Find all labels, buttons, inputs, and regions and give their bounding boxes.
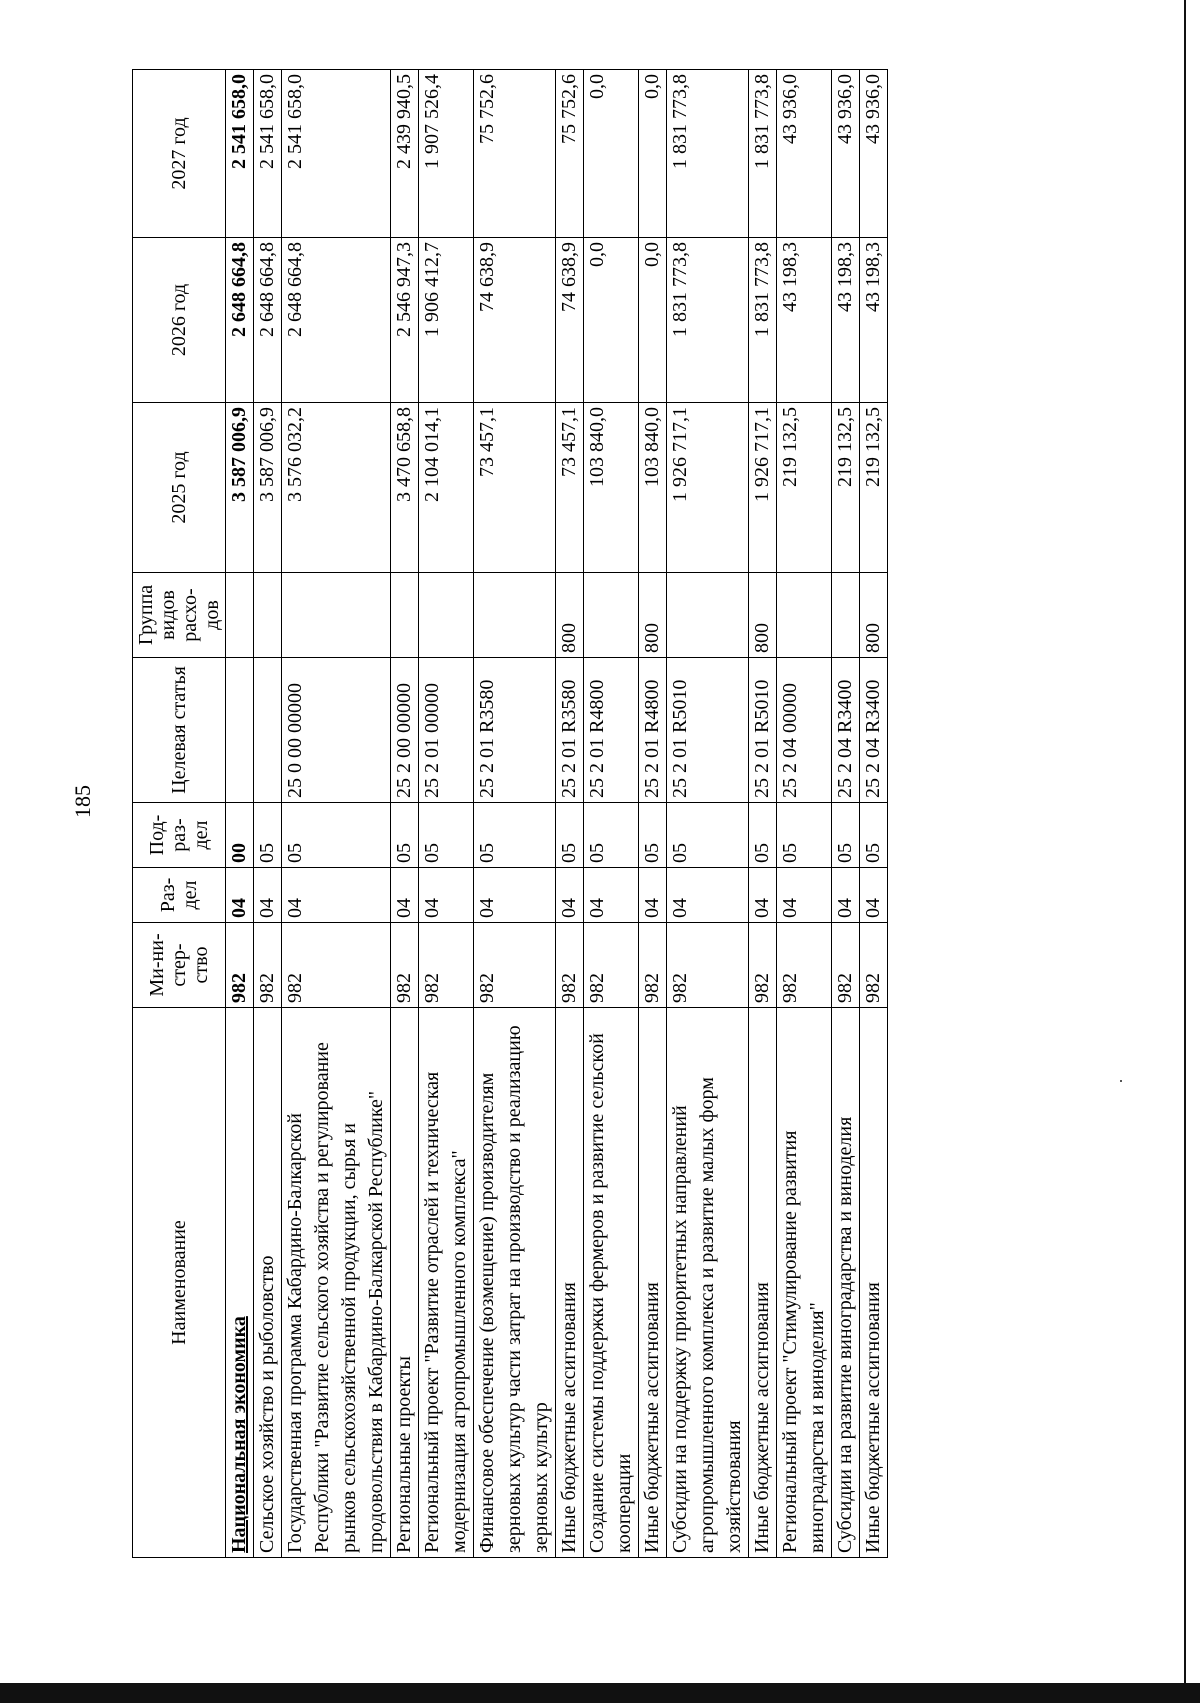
table-row (584, 70, 639, 1558)
row-target: 25 2 01 R5010 (749, 658, 777, 803)
row-name: Иные бюджетные ассигнования (749, 1008, 777, 1558)
table-row (832, 70, 860, 1558)
row-group (584, 573, 639, 658)
row-target: 25 2 01 R4800 (639, 658, 667, 803)
row-section: 04 (391, 868, 419, 923)
row-ministry: 982 (419, 923, 474, 1008)
row-ministry: 982 (860, 923, 888, 1008)
row-2026: 1 906 412,7 (419, 238, 474, 403)
rotated-budget-table-container (132, 70, 888, 1558)
row-group (226, 573, 254, 658)
row-2026: 43 198,3 (832, 238, 860, 403)
row-name: Государственная программа Кабардино-Балкарской Республики "Развитие сельского хозяйства и регулирование рынков сельскохозяйственной продукции, сырья и продовольствия в Кабардино-Балкарской Республике" (282, 1008, 391, 1558)
row-section: 04 (474, 868, 556, 923)
row-name: Национальная экономика (226, 1008, 254, 1558)
table-row (860, 70, 888, 1558)
row-2026: 0,0 (584, 238, 639, 403)
row-ministry: 982 (667, 923, 749, 1008)
row-name: Субсидии на поддержку приоритетных направлений агропромышленного комплекса и развитие малых форм хозяйствования (667, 1008, 749, 1558)
row-ministry: 982 (226, 923, 254, 1008)
row-subsection: 05 (749, 803, 777, 868)
row-2026: 1 831 773,8 (749, 238, 777, 403)
row-subsection: 05 (667, 803, 749, 868)
row-target: 25 2 04 00000 (777, 658, 832, 803)
row-2026: 43 198,3 (777, 238, 832, 403)
row-2025: 1 926 717,1 (667, 403, 749, 573)
row-group (282, 573, 391, 658)
row-subsection: 05 (419, 803, 474, 868)
row-section: 04 (419, 868, 474, 923)
table-row (226, 70, 254, 1558)
row-name: Финансовое обеспечение (возмещение) производителям зерновых культур части затрат на производство и реализацию зерновых культур (474, 1008, 556, 1558)
row-2027: 2 541 658,0 (254, 70, 282, 238)
row-group: 800 (556, 573, 584, 658)
row-2027: 0,0 (584, 70, 639, 238)
row-target: 25 2 01 R3580 (474, 658, 556, 803)
row-group (391, 573, 419, 658)
table-row (556, 70, 584, 1558)
row-2027: 2 541 658,0 (226, 70, 254, 238)
header-section: Раз-дел (133, 868, 226, 923)
row-2025: 3 470 658,8 (391, 403, 419, 573)
row-2025: 3 587 006,9 (254, 403, 282, 573)
row-2025: 1 926 717,1 (749, 403, 777, 573)
table-row (282, 70, 391, 1558)
row-ministry: 982 (749, 923, 777, 1008)
row-2025: 103 840,0 (639, 403, 667, 573)
row-2025: 73 457,1 (474, 403, 556, 573)
row-2027: 1 907 526,4 (419, 70, 474, 238)
row-2026: 74 638,9 (474, 238, 556, 403)
row-2026: 2 546 947,3 (391, 238, 419, 403)
header-ministry: Ми-ни-стер-ство (133, 923, 226, 1008)
row-target (254, 658, 282, 803)
header-subsection: Под-раз-дел (133, 803, 226, 868)
row-ministry: 982 (639, 923, 667, 1008)
row-2027: 0,0 (639, 70, 667, 238)
table-row (777, 70, 832, 1558)
row-name: Иные бюджетные ассигнования (556, 1008, 584, 1558)
table-row (419, 70, 474, 1558)
row-2026: 74 638,9 (556, 238, 584, 403)
row-2025: 219 132,5 (832, 403, 860, 573)
row-ministry: 982 (474, 923, 556, 1008)
table-row (391, 70, 419, 1558)
row-2026: 43 198,3 (860, 238, 888, 403)
row-section: 04 (556, 868, 584, 923)
page-number: 185 (70, 785, 95, 818)
table-row (749, 70, 777, 1558)
row-2026: 0,0 (639, 238, 667, 403)
row-group: 800 (639, 573, 667, 658)
row-2027: 43 936,0 (860, 70, 888, 238)
row-2026: 2 648 664,8 (282, 238, 391, 403)
row-2027: 75 752,6 (556, 70, 584, 238)
scan-edge-line (1184, 0, 1186, 1703)
row-2025: 219 132,5 (860, 403, 888, 573)
row-ministry: 982 (777, 923, 832, 1008)
row-target: 25 2 01 R3580 (556, 658, 584, 803)
row-subsection: 05 (639, 803, 667, 868)
table-header-row (133, 70, 226, 1558)
row-section: 04 (860, 868, 888, 923)
row-subsection: 00 (226, 803, 254, 868)
row-name: Сельское хозяйство и рыболовство (254, 1008, 282, 1558)
row-ministry: 982 (584, 923, 639, 1008)
row-2025: 219 132,5 (777, 403, 832, 573)
row-section: 04 (749, 868, 777, 923)
table-row (254, 70, 282, 1558)
row-subsection: 05 (282, 803, 391, 868)
row-target: 25 2 01 R5010 (667, 658, 749, 803)
row-section: 04 (282, 868, 391, 923)
row-group (777, 573, 832, 658)
row-2027: 2 541 658,0 (282, 70, 391, 238)
row-group: 800 (749, 573, 777, 658)
row-name: Иные бюджетные ассигнования (860, 1008, 888, 1558)
row-name: Иные бюджетные ассигнования (639, 1008, 667, 1558)
row-group (254, 573, 282, 658)
row-subsection: 05 (254, 803, 282, 868)
row-2027: 43 936,0 (777, 70, 832, 238)
table-row (667, 70, 749, 1558)
row-2027: 75 752,6 (474, 70, 556, 238)
row-group (419, 573, 474, 658)
row-name: Региональные проекты (391, 1008, 419, 1558)
row-2027: 43 936,0 (832, 70, 860, 238)
row-section: 04 (639, 868, 667, 923)
row-target: 25 2 01 00000 (419, 658, 474, 803)
row-name: Региональный проект "Развитие отраслей и техническая модернизация агропромышленного комплекса" (419, 1008, 474, 1558)
row-2026: 2 648 664,8 (254, 238, 282, 403)
row-2027: 1 831 773,8 (667, 70, 749, 238)
row-subsection: 05 (584, 803, 639, 868)
row-target: 25 2 01 R4800 (584, 658, 639, 803)
row-subsection: 05 (860, 803, 888, 868)
row-ministry: 982 (832, 923, 860, 1008)
row-name: Региональный проект "Стимулирование развития виноградарства и виноделия" (777, 1008, 832, 1558)
table-row (474, 70, 556, 1558)
row-2027: 2 439 940,5 (391, 70, 419, 238)
header-2027: 2027 год (133, 70, 226, 238)
row-name: Создание системы поддержки фермеров и развитие сельской кооперации (584, 1008, 639, 1558)
budget-table (132, 69, 888, 1558)
row-2026: 2 648 664,8 (226, 238, 254, 403)
scan-speck (1120, 1080, 1122, 1082)
row-group: 800 (860, 573, 888, 658)
row-2025: 73 457,1 (556, 403, 584, 573)
row-2025: 3 576 032,2 (282, 403, 391, 573)
table-row (639, 70, 667, 1558)
row-target (226, 658, 254, 803)
header-name: Наименование (133, 1008, 226, 1558)
row-group (667, 573, 749, 658)
row-section: 04 (777, 868, 832, 923)
scan-bottom-border (0, 1683, 1200, 1703)
row-2025: 2 104 014,1 (419, 403, 474, 573)
row-2025: 103 840,0 (584, 403, 639, 573)
row-2026: 1 831 773,8 (667, 238, 749, 403)
row-section: 04 (226, 868, 254, 923)
row-2027: 1 831 773,8 (749, 70, 777, 238)
row-ministry: 982 (391, 923, 419, 1008)
row-2025: 3 587 006,9 (226, 403, 254, 573)
row-section: 04 (254, 868, 282, 923)
row-section: 04 (832, 868, 860, 923)
row-ministry: 982 (282, 923, 391, 1008)
row-subsection: 05 (777, 803, 832, 868)
row-target: 25 2 04 R3400 (860, 658, 888, 803)
row-subsection: 05 (556, 803, 584, 868)
row-name: Субсидии на развитие виноградарства и виноделия (832, 1008, 860, 1558)
row-subsection: 05 (474, 803, 556, 868)
row-ministry: 982 (254, 923, 282, 1008)
header-expense-group: Группа видов расхо-дов (133, 573, 226, 658)
row-target: 25 0 00 00000 (282, 658, 391, 803)
header-2025: 2025 год (133, 403, 226, 573)
row-ministry: 982 (556, 923, 584, 1008)
row-subsection: 05 (391, 803, 419, 868)
row-section: 04 (667, 868, 749, 923)
row-group (474, 573, 556, 658)
row-target: 25 2 04 R3400 (832, 658, 860, 803)
row-target: 25 2 00 00000 (391, 658, 419, 803)
row-section: 04 (584, 868, 639, 923)
header-2026: 2026 год (133, 238, 226, 403)
row-subsection: 05 (832, 803, 860, 868)
row-group (832, 573, 860, 658)
header-target-article: Целевая статья (133, 658, 226, 803)
